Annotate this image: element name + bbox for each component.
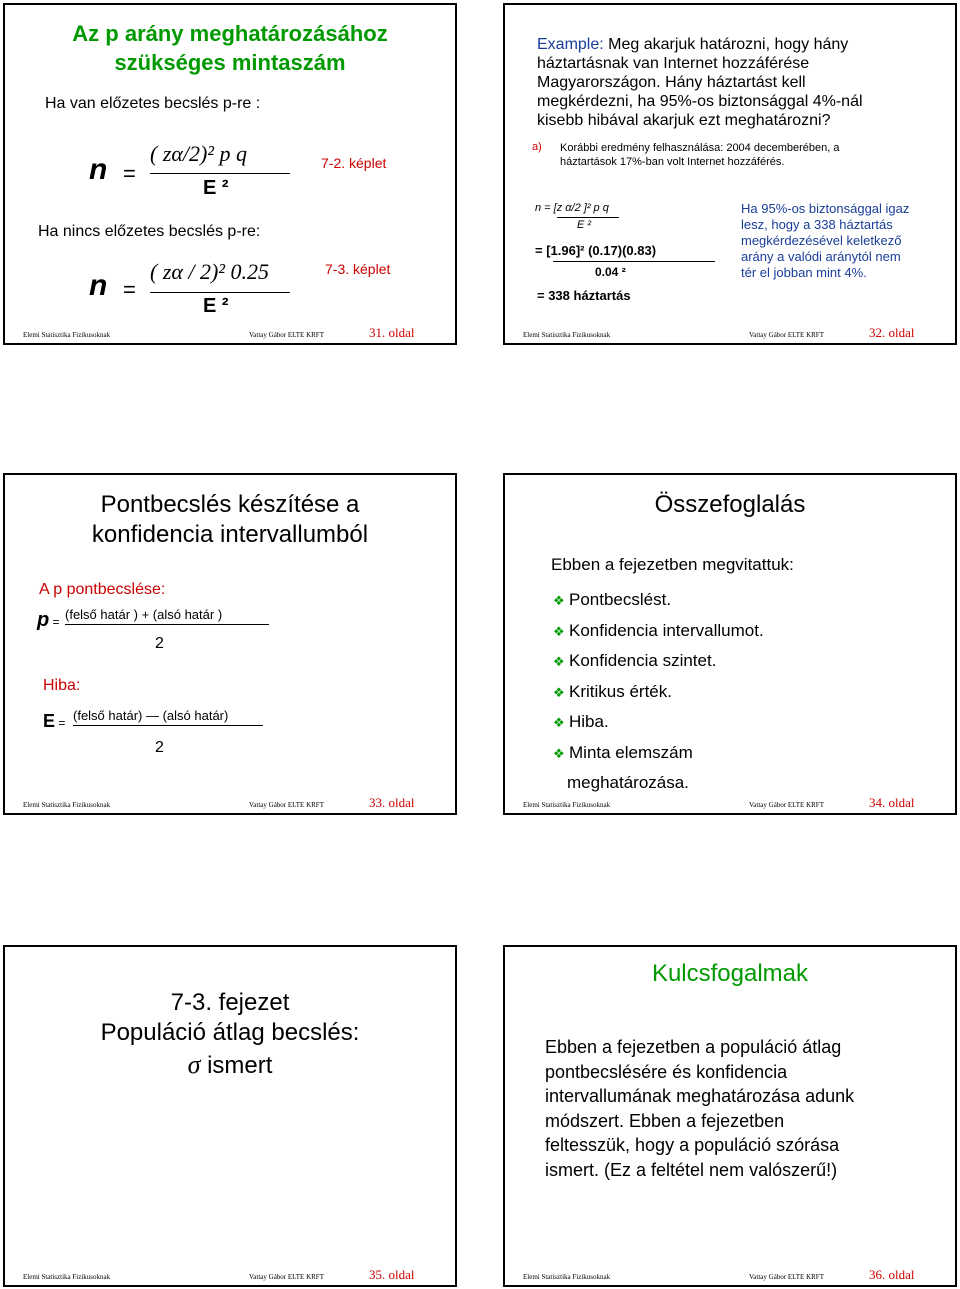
summary-item: ❖ Kritikus érték. bbox=[553, 677, 764, 708]
part-a-label: a) bbox=[532, 141, 542, 153]
slide-32 bbox=[503, 3, 957, 345]
chapter-number: 7-3. fejezet bbox=[170, 989, 290, 1016]
e-fraction-bar bbox=[73, 725, 263, 726]
footer-author: Vattay Gábor ELTE KRFT bbox=[749, 1273, 824, 1281]
footer-course: Elemi Statisztika Fizikusoknak bbox=[523, 801, 611, 809]
body-line-1: Ebben a fejezetben a populáció átlag bbox=[545, 1037, 842, 1057]
part-a-line-2: háztartások 17%-ban volt Internet hozzáférés. bbox=[560, 156, 785, 168]
fraction-bar bbox=[150, 173, 290, 174]
diamond-bullet-icon: ❖ bbox=[553, 684, 565, 700]
chapter-subtitle bbox=[5, 1050, 455, 1080]
point-estimate-heading: A p pontbecslése: bbox=[39, 581, 166, 598]
page-number: 35. oldal bbox=[369, 1267, 415, 1282]
calc-line-2: = [1.96]² (0.17)(0.83) bbox=[535, 243, 657, 258]
slide-title: Összefoglalás bbox=[654, 491, 806, 518]
footer-author: Vattay Gábor ELTE KRFT bbox=[249, 801, 324, 809]
summary-item: ❖ Konfidencia szintet. bbox=[553, 646, 764, 677]
sigma-symbol: σ bbox=[187, 1050, 201, 1079]
example-line-2: háztartásnak van Internet hozzáférése bbox=[537, 55, 810, 72]
formula-numerator-2: ( zα / 2)² 0.25 bbox=[150, 259, 269, 284]
p-formula-denominator: 2 bbox=[155, 635, 164, 652]
conclusion-line-4: arány a valódi aránytól nem bbox=[741, 249, 901, 264]
conclusion-line-1: Ha 95%-os biztonsággal igaz bbox=[741, 201, 910, 216]
diamond-bullet-icon: ❖ bbox=[553, 715, 565, 730]
footer-course: Elemi Statisztika Fizikusoknak bbox=[23, 801, 111, 809]
summary-intro: Ebben a fejezetben megvitattuk: bbox=[551, 555, 794, 574]
example-line-3: Magyarországon. Hány háztartást kell bbox=[537, 74, 806, 91]
formula-denominator-2: E ² bbox=[203, 295, 229, 317]
page-number: 31. oldal bbox=[369, 325, 415, 340]
example-text bbox=[537, 35, 863, 130]
example-line-5: kisebb hibával akarjuk ezt meghatározni? bbox=[537, 112, 831, 129]
slide-35 bbox=[3, 945, 457, 1287]
p-hat-symbol: p = bbox=[37, 609, 60, 631]
page-number: 36. oldal bbox=[869, 1267, 915, 1282]
formula-numerator: ( zα/2)² p q bbox=[150, 141, 247, 166]
formula-equals-2: = bbox=[123, 277, 136, 302]
slide-title: Az p arány meghatározásához bbox=[72, 21, 388, 46]
page-number: 32. oldal bbox=[869, 325, 915, 340]
diamond-bullet-icon: ❖ bbox=[553, 593, 565, 608]
chapter-subtitle-text: ismert bbox=[200, 1052, 273, 1079]
formula-label-7-2: 7-2. képlet bbox=[321, 155, 387, 171]
error-heading: Hiba: bbox=[43, 677, 81, 694]
fraction-bar-2 bbox=[150, 292, 290, 293]
e-formula-denominator: 2 bbox=[155, 739, 164, 756]
footer-author: Vattay Gábor ELTE KRFT bbox=[249, 1273, 324, 1281]
conclusion-line-3: megkérdezésével keletkező bbox=[741, 233, 902, 248]
conclusion-line-2: lesz, hogy a 338 háztartás bbox=[741, 217, 893, 232]
calc-line-1: n = [z α/2 ]² p q bbox=[535, 202, 609, 214]
footer-course: Elemi Statisztika Fizikusoknak bbox=[23, 331, 111, 339]
formula-n: n bbox=[89, 153, 108, 186]
e-symbol: E = bbox=[43, 711, 66, 731]
slide-34 bbox=[503, 473, 957, 815]
p-fraction-bar bbox=[65, 624, 269, 625]
example-line-4: megkérdezni, ha 95%-os biztonsággal 4%-nál bbox=[537, 93, 863, 110]
body-line-5: feltesszük, hogy a populáció szórása bbox=[545, 1135, 840, 1155]
summary-item: ❖ Hiba. bbox=[553, 707, 764, 738]
slide-title: Kulcsfogalmak bbox=[651, 960, 809, 987]
slide-title: Pontbecslés készítése a bbox=[100, 491, 360, 518]
part-a-line-1: Korábbi eredmény felhasználása: 2004 decemberében, a bbox=[560, 142, 840, 154]
diamond-bullet-icon: ❖ bbox=[553, 745, 565, 761]
no-prior-estimate-line: Ha nincs előzetes becslés p-re: bbox=[38, 223, 261, 240]
formula-label-7-3: 7-3. képlet bbox=[325, 261, 391, 277]
slide-36 bbox=[503, 945, 957, 1287]
footer-author: Vattay Gábor ELTE KRFT bbox=[249, 331, 324, 339]
slide-title-line2: konfidencia intervallumból bbox=[91, 521, 369, 548]
formula-n-2: n bbox=[89, 269, 108, 302]
slide-title-line2: szükséges mintaszám bbox=[114, 50, 346, 75]
formula-denominator: E ² bbox=[203, 177, 229, 199]
body-line-6: ismert. (Ez a feltétel nem valószerű!) bbox=[545, 1159, 838, 1180]
conclusion-text bbox=[741, 201, 909, 281]
slide-33 bbox=[3, 473, 457, 815]
calc-den-1: E ² bbox=[577, 219, 592, 231]
calc-line-3: = 338 háztartás bbox=[537, 288, 631, 303]
body-line-3: intervallumának meghatározása adunk bbox=[545, 1086, 855, 1106]
prior-estimate-line: Ha van előzetes becslés p-re : bbox=[45, 95, 261, 112]
calc-bar-1 bbox=[557, 217, 619, 218]
footer-course: Elemi Statisztika Fizikusoknak bbox=[23, 1273, 111, 1281]
part-a-text bbox=[560, 141, 839, 169]
diamond-bullet-icon: ❖ bbox=[553, 623, 565, 639]
body-line-4: módszert. Ebben a fejezetben bbox=[545, 1110, 785, 1131]
p-formula-numerator: (felső határ ) + (alsó határ ) bbox=[65, 607, 223, 622]
page-number: 33. oldal bbox=[369, 795, 415, 810]
chapter-title: Populáció átlag becslés: bbox=[100, 1019, 360, 1046]
summary-item: ❖ Pontbecslést. bbox=[553, 585, 764, 616]
formula-equals: = bbox=[123, 161, 136, 186]
summary-item-continuation: meghatározása. bbox=[567, 773, 689, 792]
calc-den-2: 0.04 ² bbox=[595, 265, 626, 279]
diamond-bullet-icon: ❖ bbox=[553, 654, 565, 669]
e-formula-numerator: (felső határ) — (alsó határ) bbox=[73, 708, 229, 723]
example-prefix: Example: bbox=[537, 36, 604, 53]
footer-course: Elemi Statisztika Fizikusoknak bbox=[523, 1273, 611, 1281]
summary-list bbox=[553, 585, 764, 798]
example-line-1: Meg akarjuk határozni, hogy hány bbox=[603, 36, 849, 53]
summary-item: ❖ Minta elemszám bbox=[553, 738, 764, 769]
footer-author: Vattay Gábor ELTE KRFT bbox=[749, 331, 824, 339]
key-concepts-body bbox=[545, 1035, 854, 1182]
page-number: 34. oldal bbox=[869, 795, 915, 810]
slide-31 bbox=[3, 3, 457, 345]
footer-author: Vattay Gábor ELTE KRFT bbox=[749, 801, 824, 809]
summary-item: ❖ Konfidencia intervallumot. bbox=[553, 616, 764, 647]
footer-course: Elemi Statisztika Fizikusoknak bbox=[523, 331, 611, 339]
calc-bar-2 bbox=[553, 261, 715, 262]
conclusion-line-5: tér el jobban mint 4%. bbox=[741, 265, 867, 280]
body-line-2: pontbecslésére és konfidencia bbox=[545, 1061, 788, 1082]
